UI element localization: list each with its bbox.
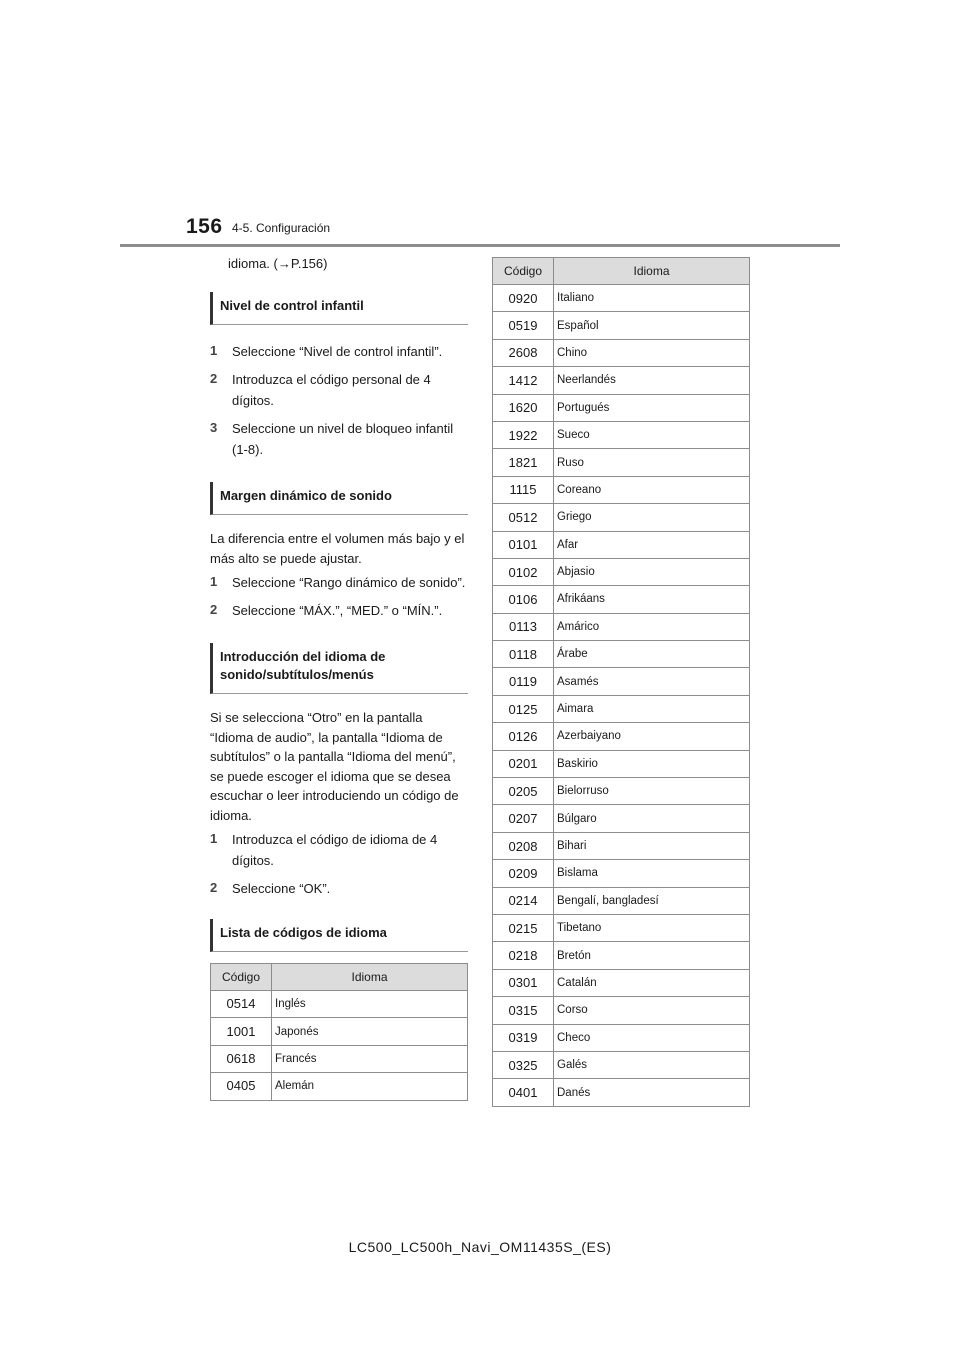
- language-code-cell: 0920: [493, 285, 554, 312]
- language-name-cell: Afrikáans: [554, 586, 750, 613]
- language-code-cell: 0205: [493, 778, 554, 805]
- table-row: [493, 860, 750, 887]
- table-body: [493, 285, 750, 1107]
- language-name-cell: Bielorruso: [554, 778, 750, 805]
- language-name-cell: Bihari: [554, 832, 750, 859]
- language-code-table-right: [492, 257, 750, 1107]
- table-row: [493, 1051, 750, 1078]
- language-code-cell: 0319: [493, 1024, 554, 1051]
- language-code-cell: 1620: [493, 394, 554, 421]
- table-row: [493, 805, 750, 832]
- language-code-cell: 0215: [493, 914, 554, 941]
- language-name-cell: Árabe: [554, 641, 750, 668]
- language-name-cell: Italiano: [554, 285, 750, 312]
- table-row: [493, 914, 750, 941]
- intro-continuation: idioma. (→P.156): [228, 256, 328, 271]
- child-lock-heading: Nivel de control infantil: [210, 292, 468, 325]
- language-code-cell: 0514: [211, 991, 272, 1018]
- language-name-cell: Checo: [554, 1024, 750, 1051]
- code-list-section: [210, 919, 468, 1101]
- language-name-cell: Corso: [554, 997, 750, 1024]
- language-code-cell: 0301: [493, 969, 554, 996]
- table-row: [493, 367, 750, 394]
- table-row: [493, 668, 750, 695]
- step-item: [210, 341, 468, 362]
- table-row: [493, 1024, 750, 1051]
- table-row: [493, 969, 750, 996]
- language-code-cell: 0118: [493, 641, 554, 668]
- language-column-header: Idioma: [272, 964, 468, 991]
- step-item: [210, 369, 468, 411]
- table-row: [493, 641, 750, 668]
- language-name-cell: Español: [554, 312, 750, 339]
- language-code-cell: 0208: [493, 832, 554, 859]
- table-row: [493, 531, 750, 558]
- language-code-cell: 0113: [493, 613, 554, 640]
- language-name-cell: Sueco: [554, 421, 750, 448]
- step-number: 2: [210, 602, 218, 617]
- language-name-cell: Ruso: [554, 449, 750, 476]
- language-name-cell: Alemán: [272, 1073, 468, 1100]
- table-header-row: [211, 964, 468, 991]
- left-column: [210, 254, 468, 1101]
- step-text: Seleccione un nivel de bloqueo infantil (1-8).: [232, 421, 454, 457]
- language-name-cell: Japonés: [272, 1018, 468, 1045]
- table-row: [493, 695, 750, 722]
- language-name-cell: Francés: [272, 1045, 468, 1072]
- language-name-cell: Danés: [554, 1079, 750, 1106]
- language-code-cell: 0618: [211, 1045, 272, 1072]
- language-name-cell: Aimara: [554, 695, 750, 722]
- step-number: 1: [210, 831, 218, 846]
- language-code-cell: 0315: [493, 997, 554, 1024]
- section-title: 4-5. Configuración: [232, 221, 331, 235]
- step-number: 1: [210, 343, 218, 358]
- child-lock-steps: [210, 341, 468, 460]
- language-code-cell: 1922: [493, 421, 554, 448]
- table-header-row: [493, 258, 750, 285]
- dynamic-range-heading: Margen dinámico de sonido: [210, 482, 468, 515]
- table-row: [493, 613, 750, 640]
- language-code-cell: 0201: [493, 750, 554, 777]
- language-code-cell: 0218: [493, 942, 554, 969]
- table-row: [493, 312, 750, 339]
- language-name-cell: Tibetano: [554, 914, 750, 941]
- language-name-cell: Búlgaro: [554, 805, 750, 832]
- right-column: [492, 257, 750, 1107]
- step-item: [210, 878, 468, 899]
- language-input-heading: Introducción del idioma de sonido/subtítulos/menús: [210, 643, 468, 694]
- code-column-header: Código: [211, 964, 272, 991]
- language-name-cell: Azerbaiyano: [554, 723, 750, 750]
- language-name-cell: Asamés: [554, 668, 750, 695]
- language-code-cell: 0101: [493, 531, 554, 558]
- language-code-cell: 0325: [493, 1051, 554, 1078]
- dynamic-range-section: [210, 482, 468, 621]
- language-code-cell: 0102: [493, 558, 554, 585]
- table-row: [493, 997, 750, 1024]
- table-row: [493, 339, 750, 366]
- language-code-cell: 0214: [493, 887, 554, 914]
- table-row: [493, 476, 750, 503]
- table-row: [493, 723, 750, 750]
- step-text: Seleccione “OK”.: [232, 881, 331, 896]
- language-input-paragraph: Si se selecciona “Otro” en la pantalla “Idioma de audio”, la pantalla “Idioma de subtítulos” o la pantalla “Idioma del menú”, se puede escoger el idioma que se desea escuchar o leer introduciendo un código de idioma.: [210, 710, 459, 823]
- language-code-cell: 0125: [493, 695, 554, 722]
- language-code-cell: 1115: [493, 476, 554, 503]
- step-number: 2: [210, 880, 218, 895]
- page-number: 156: [186, 215, 223, 238]
- table-row: [493, 449, 750, 476]
- table-row: [493, 1079, 750, 1106]
- language-code-cell: 0209: [493, 860, 554, 887]
- language-name-cell: Baskirio: [554, 750, 750, 777]
- table-row: [211, 991, 468, 1018]
- language-code-cell: 0106: [493, 586, 554, 613]
- child-lock-section: [210, 292, 468, 460]
- table-row: [493, 832, 750, 859]
- language-input-section: [210, 643, 468, 899]
- language-code-cell: 0519: [493, 312, 554, 339]
- language-name-cell: Abjasio: [554, 558, 750, 585]
- language-name-cell: Portugués: [554, 394, 750, 421]
- header-rule: [120, 244, 840, 247]
- table-row: [493, 558, 750, 585]
- step-text: Seleccione “MÁX.”, “MED.” o “MÍN.”.: [232, 603, 443, 618]
- step-item: [210, 600, 468, 621]
- document-footer: LC500_LC500h_Navi_OM11435S_(ES): [348, 1239, 612, 1255]
- step-text: Seleccione “Rango dinámico de sonido”.: [232, 575, 466, 590]
- dynamic-range-paragraph: La diferencia entre el volumen más bajo y el más alto se puede ajustar.: [210, 531, 465, 566]
- table-row: [493, 778, 750, 805]
- step-item: [210, 829, 468, 871]
- language-name-cell: Griego: [554, 504, 750, 531]
- table-row: [493, 394, 750, 421]
- language-name-cell: Afar: [554, 531, 750, 558]
- language-code-cell: 2608: [493, 339, 554, 366]
- table-row: [211, 1073, 468, 1100]
- table-body: [211, 991, 468, 1101]
- language-code-cell: 1412: [493, 367, 554, 394]
- language-code-cell: 0401: [493, 1079, 554, 1106]
- table-row: [493, 942, 750, 969]
- step-text: Introduzca el código personal de 4 dígitos.: [232, 372, 431, 408]
- step-number: 2: [210, 371, 218, 386]
- language-code-cell: 0207: [493, 805, 554, 832]
- language-code-cell: 1001: [211, 1018, 272, 1045]
- step-number: 1: [210, 574, 218, 589]
- language-name-cell: Neerlandés: [554, 367, 750, 394]
- step-item: [210, 418, 468, 460]
- language-name-cell: Bislama: [554, 860, 750, 887]
- language-name-cell: Inglés: [272, 991, 468, 1018]
- table-row: [493, 887, 750, 914]
- language-code-cell: 0126: [493, 723, 554, 750]
- language-name-cell: Galés: [554, 1051, 750, 1078]
- table-row: [493, 586, 750, 613]
- language-code-cell: 0405: [211, 1073, 272, 1100]
- language-column-header: Idioma: [554, 258, 750, 285]
- language-name-cell: Amárico: [554, 613, 750, 640]
- language-name-cell: Chino: [554, 339, 750, 366]
- table-row: [211, 1018, 468, 1045]
- table-row: [493, 504, 750, 531]
- language-code-cell: 1821: [493, 449, 554, 476]
- code-list-heading: Lista de códigos de idioma: [210, 919, 468, 952]
- language-name-cell: Coreano: [554, 476, 750, 503]
- language-code-table-left: [210, 963, 468, 1101]
- step-text: Introduzca el código de idioma de 4 dígitos.: [232, 832, 438, 868]
- table-row: [211, 1045, 468, 1072]
- language-code-cell: 0119: [493, 668, 554, 695]
- step-number: 3: [210, 420, 218, 435]
- language-name-cell: Bengalí, bangladesí: [554, 887, 750, 914]
- code-column-header: Código: [493, 258, 554, 285]
- language-name-cell: Bretón: [554, 942, 750, 969]
- language-input-steps: [210, 829, 468, 899]
- step-text: Seleccione “Nivel de control infantil”.: [232, 344, 443, 359]
- language-name-cell: Catalán: [554, 969, 750, 996]
- table-row: [493, 285, 750, 312]
- language-code-cell: 0512: [493, 504, 554, 531]
- table-row: [493, 750, 750, 777]
- table-row: [493, 421, 750, 448]
- step-item: [210, 572, 468, 593]
- dynamic-range-steps: [210, 572, 468, 621]
